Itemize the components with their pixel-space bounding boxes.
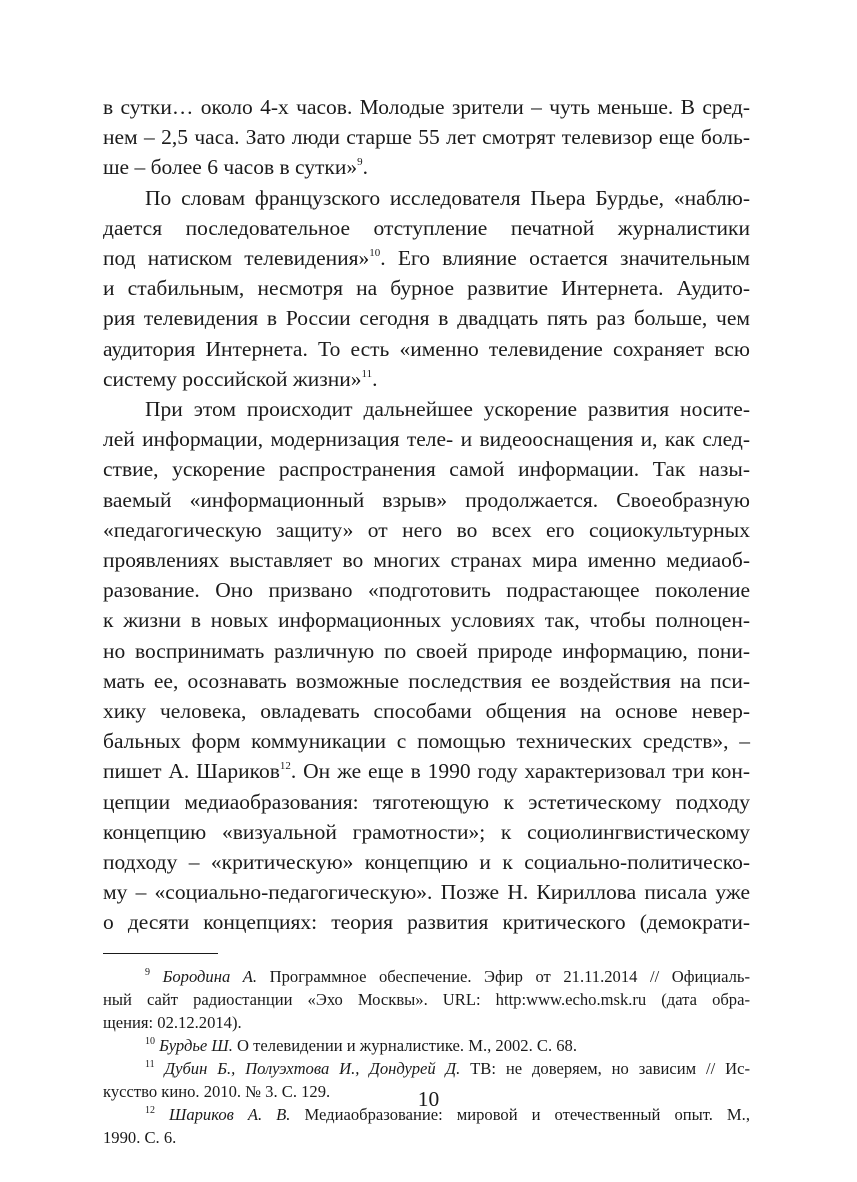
text-line: кусство кино. 2010. № 3. С. 129. [103, 1081, 331, 1101]
page-content [103, 92, 750, 1149]
text-line: «педагогическую защиту» от него во всех его социокультурных [103, 517, 750, 542]
text-line: концепцию «визуальной грамотности»; к социолингвистическому [103, 819, 750, 844]
text-fragment: ТВ: не доверяем, но зависим // Ис- [460, 1058, 750, 1078]
text-line: но воспринимать различную по своей природе информацию, пони- [103, 638, 750, 663]
text-fragment: Медиаобразование: мировой и отечественный опыт. М., [290, 1104, 750, 1124]
text-line: При этом происходит дальнейшее ускорение развития носите- [145, 397, 750, 422]
text-line: подходу – «критическую» концепцию и к социально-политическо- [103, 850, 750, 875]
text-line: в сутки… около 4-х часов. Молодые зрители – чуть меньше. В сред- [103, 95, 750, 119]
text-fragment: . [372, 366, 378, 391]
footnote-author: Дубин Б., Полуэхтова И., Дондурей Д. [164, 1058, 461, 1078]
footnote-separator [103, 953, 218, 954]
text-line: нем – 2,5 часа. Зато люди старше 55 лет смотрят телевизор еще боль- [103, 125, 750, 150]
text-line: к жизни в новых информационных условиях так, чтобы полноцен- [103, 608, 750, 633]
footnote-author: Бурдье Ш. [159, 1035, 233, 1055]
text-fragment: пишет А. Шариков [103, 759, 280, 784]
paragraph-3 [103, 394, 750, 938]
main-text [103, 92, 750, 938]
text-line: дается последовательное отступление печатной журналистики [103, 215, 750, 240]
footnote-9 [103, 965, 750, 1034]
text-line: проявлениях выставляет во многих странах мира именно медиаоб- [103, 548, 750, 573]
text-line: аудитория Интернета. То есть «именно телевидение сохраняет всю [103, 336, 750, 361]
text-line [103, 1034, 750, 1057]
text-line: 1990. С. 6. [103, 1127, 177, 1147]
footnote-author: Шариков А. В. [169, 1104, 291, 1124]
text-line: ный сайт радиостанции «Эхо Москвы». URL: http:www.echo.msk.ru (дата обра- [103, 989, 750, 1009]
footnotes [103, 965, 750, 1149]
paragraph-1 [103, 92, 750, 183]
text-fragment: ше – более 6 часов в сутки» [103, 155, 358, 180]
text-line: хику человека, овладевать способами общения на основе невер- [103, 699, 750, 724]
text-line: бальных форм коммуникации с помощью технических средств», – [103, 729, 750, 754]
text-fragment: . Его влияние остается значительным [380, 246, 750, 271]
text-line [103, 243, 750, 273]
footnote-number: 10 [145, 1035, 155, 1047]
text-line: ваемый «информационный взрыв» продолжается. Своеобразную [103, 487, 750, 512]
text-line: цепции медиаобразования: тяготеющую к эстетическому подходу [103, 789, 750, 814]
paragraph-2 [103, 183, 750, 394]
text-fragment: О телевидении и журналистике. М., 2002. С. 68. [232, 1035, 577, 1055]
footnote-number: 12 [145, 1104, 155, 1116]
text-line: му – «социально-педагогическую». Позже Н. Кириллова писала уже [103, 880, 750, 905]
footnote-reference: 12 [279, 760, 291, 773]
text-line: о десяти концепциях: теория развития критического (демократи- [103, 910, 750, 935]
footnote-reference: 11 [361, 367, 373, 380]
text-fragment: . [362, 155, 369, 180]
text-line: щения: 02.12.2014). [103, 1012, 242, 1032]
text-line: и стабильным, несмотря на бурное развитие Интернета. Аудито- [103, 276, 750, 301]
text-line [103, 965, 750, 988]
text-line: лей информации, модернизация теле- и видеооснащения и, как след- [103, 427, 750, 452]
footnote-10 [103, 1034, 750, 1057]
footnote-reference: 9 [357, 156, 363, 169]
text-line [103, 152, 750, 182]
footnote-reference: 10 [369, 247, 381, 260]
page-number: 10 [417, 1087, 440, 1111]
text-line [103, 756, 750, 786]
text-line: По словам французского исследователя Пьера Бурдье, «наблю- [145, 185, 750, 210]
text-line: разование. Оно призвано «подготовить подрастающее поколение [103, 578, 750, 603]
footnote-number: 11 [145, 1058, 155, 1070]
text-line [103, 364, 750, 394]
text-fragment: . Он же еще в 1990 году характеризовал три кон- [290, 759, 750, 784]
text-fragment: систему российской жизни» [103, 366, 362, 391]
footnote-number: 9 [145, 966, 150, 978]
footnote-author: Бородина А. [162, 966, 258, 986]
text-line: рия телевидения в России сегодня в двадцать пять раз больше, чем [103, 306, 750, 331]
text-line: ствие, ускорение распространения самой информации. Так назы- [103, 457, 750, 482]
text-fragment: Программное обеспечение. Эфир от 21.11.2014 // Официаль- [257, 966, 750, 986]
text-line [103, 1057, 750, 1080]
text-line: мать ее, осознавать возможные последствия ее воздействия на пси- [103, 668, 750, 693]
text-fragment: под натиском телевидения» [103, 246, 370, 271]
